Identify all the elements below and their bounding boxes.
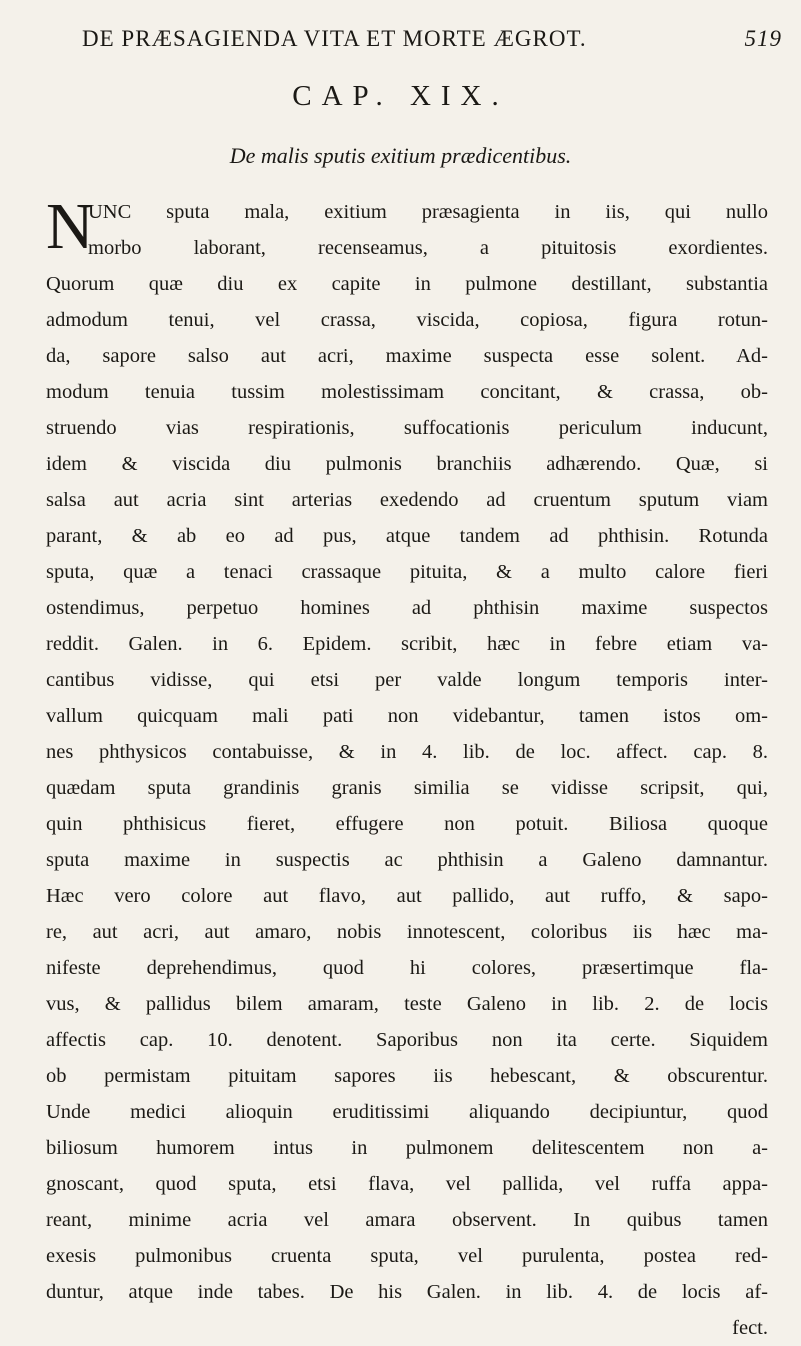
text-line: nifeste deprehendimus, quod hi colores, præsertimque fla- <box>46 957 768 979</box>
text-line: ob permistam pituitam sapores iis hebescant, & obscurentur. <box>46 1065 768 1087</box>
text-line: exesis pulmonibus cruenta sputa, vel purulenta, postea red- <box>46 1245 768 1267</box>
text-line: quædam sputa grandinis granis similia se vidisse scripsit, qui, <box>46 777 768 799</box>
text-line: vallum quicquam mali pati non videbantur, tamen istos om- <box>46 705 768 727</box>
chapter-title: CAP. XIX. <box>292 80 509 112</box>
text-line: da, sapore salso aut acri, maxime suspecta esse solent. Ad- <box>46 345 768 367</box>
text-line: nes phthysicos contabuisse, & in 4. lib. de loc. affect. cap. 8. <box>46 741 768 763</box>
chapter-subtitle: De malis sputis exitium prædicentibus. <box>229 143 572 168</box>
text-line: reddit. Galen. in 6. Epidem. scribit, hæc in febre etiam va- <box>46 633 768 655</box>
page-number: 519 <box>744 26 782 51</box>
text-line: sputa maxime in suspectis ac phthisin a Galeno damnantur. <box>46 849 768 871</box>
text-line: duntur, atque inde tabes. De his Galen. in lib. 4. de locis af- <box>46 1281 768 1303</box>
text-line: Hæc vero colore aut flavo, aut pallido, aut ruffo, & sapo- <box>46 885 768 907</box>
text-line: Quorum quæ diu ex capite in pulmone destillant, substantia <box>46 273 768 295</box>
text-line: re, aut acri, aut amaro, nobis innotescent, coloribus iis hæc ma- <box>46 921 768 943</box>
text-line: struendo vias respirationis, suffocationis periculum inducunt, <box>46 417 768 439</box>
running-head-title: DE PRÆSAGIENDA VITA ET MORTE ÆGROT. <box>82 26 587 51</box>
text-line: parant, & ab eo ad pus, atque tandem ad phthisin. Rotunda <box>46 525 768 547</box>
text-line: idem & viscida diu pulmonis branchiis adhærendo. Quæ, si <box>46 453 768 475</box>
text-line: gnoscant, quod sputa, etsi flava, vel pallida, vel ruffa appa- <box>46 1173 768 1195</box>
text-line: affectis cap. 10. denotent. Saporibus non ita certe. Siquidem <box>46 1029 768 1051</box>
text-line: cantibus vidisse, qui etsi per valde longum temporis inter- <box>46 669 768 691</box>
text-line: biliosum humorem intus in pulmonem delitescentem non a- <box>46 1137 768 1159</box>
body-text <box>46 190 768 1346</box>
text-line: vus, & pallidus bilem amaram, teste Galeno in lib. 2. de locis <box>46 993 768 1015</box>
text-line: reant, minime acria vel amara observent. In quibus tamen <box>46 1209 768 1231</box>
text-line: fect. <box>732 1317 768 1339</box>
text-line: sputa, quæ a tenaci crassaque pituita, & a multo calore fieri <box>46 561 768 583</box>
text-line: UNC sputa mala, exitium præsagienta in iis, qui nullo <box>88 201 768 223</box>
text-line: quin phthisicus fieret, effugere non potuit. Biliosa quoque <box>46 813 768 835</box>
text-line: morbo laborant, recenseamus, a pituitosis exordientes. <box>88 237 768 259</box>
running-head <box>82 26 782 52</box>
text-line: salsa aut acria sint arterias exedendo ad cruentum sputum viam <box>46 489 768 511</box>
text-line: modum tenuia tussim molestissimam concitant, & crassa, ob- <box>46 381 768 403</box>
text-line: ostendimus, perpetuo homines ad phthisin maxime suspectos <box>46 597 768 619</box>
text-line: admodum tenui, vel crassa, viscida, copiosa, figura rotun- <box>46 309 768 331</box>
text-line: Unde medici alioquin eruditissimi aliquando decipiuntur, quod <box>46 1101 768 1123</box>
drop-capital: N <box>46 190 94 263</box>
